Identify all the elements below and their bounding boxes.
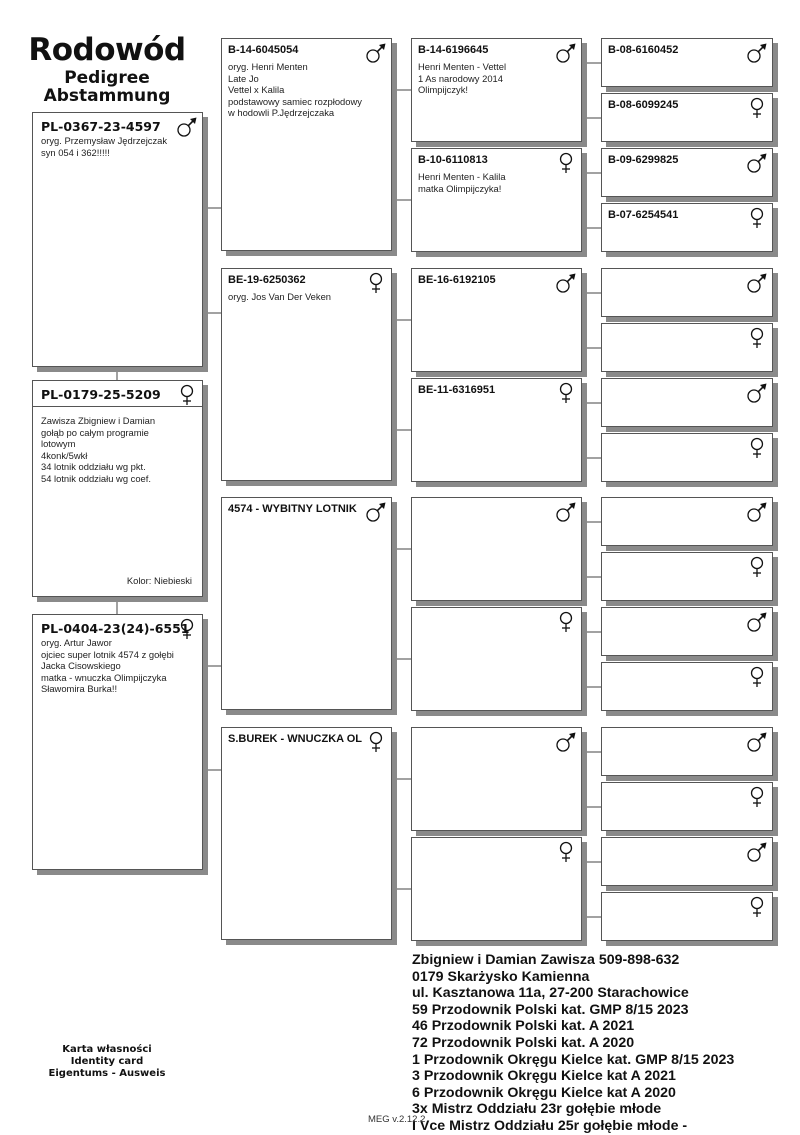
owner-line: 3 Przodownik Okręgu Kielce kat A 2021 [412, 1068, 676, 1085]
pigeon-notes: oryg. Jos Van Der Veken [228, 291, 332, 302]
pedigree-card-gen4[interactable] [601, 378, 773, 427]
ring-number: B-14-6196645 [418, 44, 489, 56]
pedigree-card-gen4[interactable] [601, 892, 773, 941]
identity-card-en: Identity card [70, 1056, 144, 1067]
female-symbol-icon [176, 384, 198, 406]
male-symbol-icon [555, 501, 577, 523]
pedigree-card-gen4[interactable] [601, 782, 773, 831]
female-symbol-icon [555, 382, 577, 404]
owner-line: I Vce Mistrz Oddziału 25r gołębie młode - [412, 1117, 688, 1134]
ring-number: 4574 - WYBITNY LOTNIK [228, 503, 357, 515]
female-symbol-icon [555, 611, 577, 633]
pedigree-card-gen1[interactable] [32, 614, 203, 870]
pedigree-card-gen2[interactable] [221, 38, 392, 251]
pigeon-notes: oryg. Artur Jawor ojciec super lotnik 4574 z gołębi Jacka Cisowskiego matka - wnuczka Olimpijczyka Sławomira Burka!! [41, 637, 174, 694]
pedigree-card-gen4[interactable] [601, 552, 773, 601]
female-symbol-icon [365, 272, 387, 294]
female-symbol-icon [746, 666, 768, 688]
pedigree-card-gen4[interactable] [601, 497, 773, 546]
ring-number: PL-0179-25-5209 [41, 387, 161, 402]
pedigree-card-gen1[interactable] [32, 112, 203, 367]
male-symbol-icon [365, 501, 387, 523]
pigeon-notes: Zawisza Zbigniew i Damian gołąb po całym programie lotowym 4konk/5wkł 34 lotnik oddziału wg pkt. 54 lotnik oddziału wg coef. [41, 415, 156, 484]
male-symbol-icon [555, 272, 577, 294]
pedigree-card-gen3[interactable] [411, 148, 582, 252]
owner-line: 1 Przodownik Okręgu Kielce kat. GMP 8/15 2023 [412, 1051, 735, 1068]
pedigree-card-gen4[interactable] [601, 727, 773, 776]
male-symbol-icon [746, 731, 768, 753]
male-symbol-icon [746, 611, 768, 633]
ring-number: B-14-6045054 [228, 44, 299, 56]
pedigree-card-gen3[interactable] [411, 727, 582, 831]
pedigree-card-gen3[interactable] [411, 837, 582, 941]
ring-number: B-08-6160452 [608, 44, 679, 56]
male-symbol-icon [746, 501, 768, 523]
pedigree-card-gen3[interactable] [411, 268, 582, 372]
male-symbol-icon [176, 116, 198, 138]
male-symbol-icon [746, 152, 768, 174]
color-label: Kolor: Niebieski [126, 575, 192, 586]
owner-line: 3x Mistrz Oddziału 23r gołębie młode [412, 1101, 662, 1118]
ring-number: B-08-6099245 [608, 99, 679, 111]
identity-card-de: Eigentums - Ausweis [48, 1068, 166, 1079]
female-symbol-icon [176, 618, 198, 640]
male-symbol-icon [746, 42, 768, 64]
subtitle-abstammung: Abstammung [43, 86, 171, 106]
ring-number: BE-11-6316951 [418, 384, 496, 396]
pedigree-card-gen4[interactable] [601, 148, 773, 197]
pigeon-notes: oryg. Przemysław Jędrzejczak syn 054 i 362!!!!! [41, 135, 168, 158]
male-symbol-icon [365, 42, 387, 64]
subtitle-pedigree: Pedigree [64, 68, 150, 88]
pedigree-card-gen2[interactable] [221, 268, 392, 481]
female-symbol-icon [746, 786, 768, 808]
pigeon-notes: Henri Menten - Kalila matka Olimpijczyka! [418, 171, 506, 194]
female-symbol-icon [746, 437, 768, 459]
male-symbol-icon [555, 731, 577, 753]
female-symbol-icon [746, 556, 768, 578]
pedigree-card-gen4[interactable] [601, 607, 773, 656]
pedigree-card-gen2[interactable] [221, 727, 392, 940]
pedigree-card-gen4[interactable] [601, 38, 773, 87]
male-symbol-icon [746, 382, 768, 404]
pedigree-card-gen1[interactable] [32, 380, 203, 597]
pedigree-card-gen4[interactable] [601, 268, 773, 317]
female-symbol-icon [555, 841, 577, 863]
ring-number: B-09-6299825 [608, 154, 679, 166]
header-divider [33, 406, 202, 407]
ring-number: B-07-6254541 [608, 209, 679, 221]
ring-number: B-10-6110813 [418, 154, 488, 166]
owner-line: 59 Przodownik Polski kat. GMP 8/15 2023 [412, 1001, 689, 1018]
female-symbol-icon [555, 152, 577, 174]
pigeon-notes: oryg. Henri Menten Late Jo Vettel x Kalila podstawowy samiec rozpłodowy w hodowli P.Jędrzejczaka [228, 61, 362, 118]
pedigree-card-gen4[interactable] [601, 323, 773, 372]
ring-number: BE-16-6192105 [418, 274, 496, 286]
ring-number: S.BUREK - WNUCZKA OL [228, 733, 363, 745]
owner-line: Zbigniew i Damian Zawisza 509-898-632 [412, 952, 680, 968]
page-title: Rodowód [28, 32, 186, 68]
owner-line: 46 Przodownik Polski kat. A 2021 [412, 1018, 635, 1035]
pedigree-card-gen4[interactable] [601, 837, 773, 886]
pedigree-card-gen3[interactable] [411, 607, 582, 711]
pedigree-card-gen3[interactable] [411, 497, 582, 601]
male-symbol-icon [746, 841, 768, 863]
female-symbol-icon [746, 97, 768, 119]
pedigree-card-gen3[interactable] [411, 38, 582, 142]
owner-line: 72 Przodownik Polski kat. A 2020 [412, 1034, 635, 1051]
pedigree-card-gen4[interactable] [601, 433, 773, 482]
ring-number: PL-0404-23(24)-6551 [41, 621, 190, 636]
pedigree-card-gen4[interactable] [601, 203, 773, 252]
ring-number: BE-19-6250362 [228, 274, 306, 286]
owner-line: 0179 Skarżysko Kamienna [412, 968, 590, 985]
owner-line: ul. Kasztanowa 11a, 27-200 Starachowice [412, 985, 689, 1002]
pigeon-notes: Henri Menten - Vettel 1 As narodowy 2014 Olimpijczyk! [418, 61, 507, 95]
female-symbol-icon [746, 896, 768, 918]
female-symbol-icon [746, 207, 768, 229]
identity-card-label [0, 1044, 214, 1080]
pedigree-card-gen2[interactable] [221, 497, 392, 710]
pedigree-card-gen4[interactable] [601, 93, 773, 142]
ring-number: PL-0367-23-4597 [41, 119, 161, 134]
owner-info [412, 952, 734, 1135]
owner-line: 6 Przodownik Okręgu Kielce kat A 2020 [412, 1084, 676, 1101]
male-symbol-icon [746, 272, 768, 294]
pedigree-card-gen4[interactable] [601, 662, 773, 711]
female-symbol-icon [365, 731, 387, 753]
male-symbol-icon [555, 42, 577, 64]
female-symbol-icon [746, 327, 768, 349]
version-label: MEG v.2.12.2 [368, 1114, 426, 1125]
identity-card-pl: Karta własności [62, 1044, 152, 1055]
pedigree-card-gen3[interactable] [411, 378, 582, 482]
